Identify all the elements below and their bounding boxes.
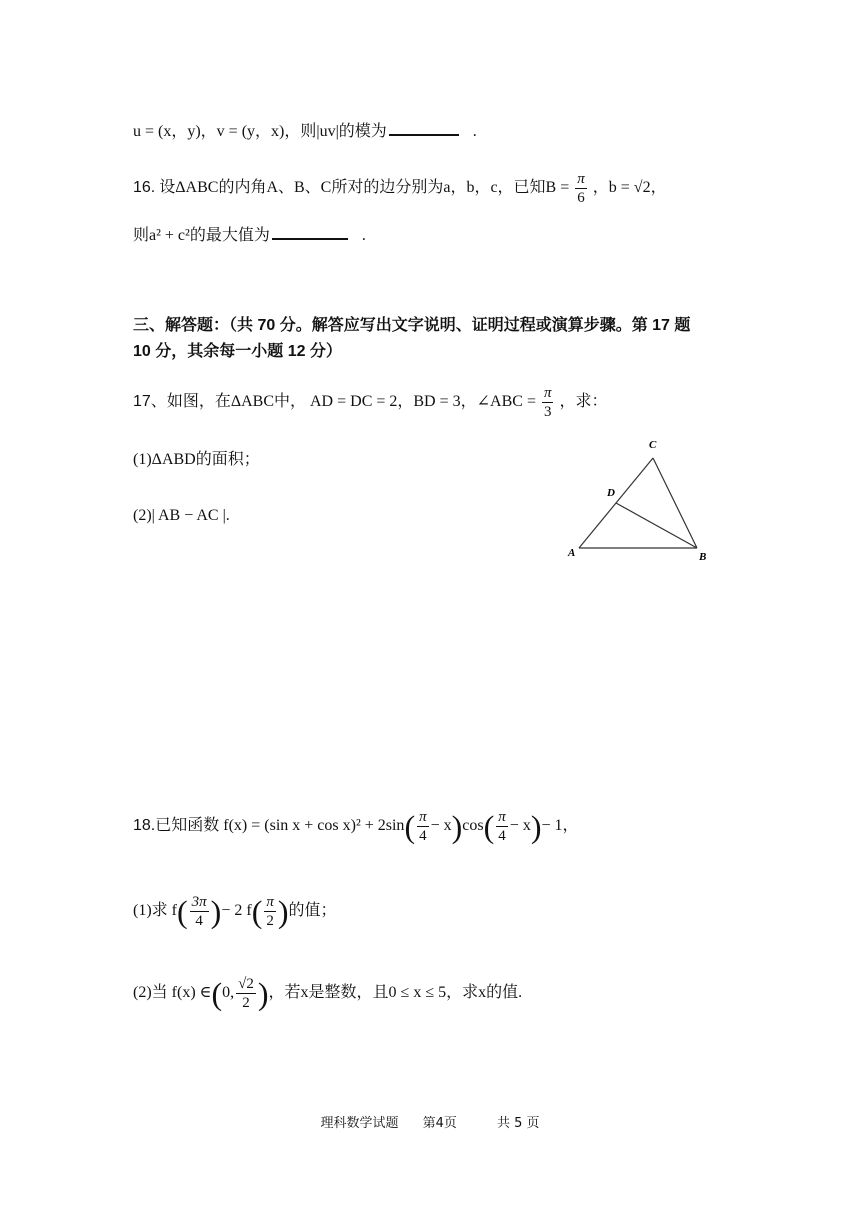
section3-heading-line1: 三、解答题：（共 70 分。解答应写出文字说明、证明过程或演算步骤。第 17 题: [133, 317, 691, 334]
q18-line-1: [133, 808, 579, 845]
q16-line-2: [133, 222, 366, 245]
footer-page: 第4页: [422, 1116, 457, 1131]
q18-part2-b: ，若x是整数，且0 ≤ x ≤ 5，求x的值.: [268, 984, 523, 1002]
page-footer: [0, 1112, 860, 1131]
q16-text-b: ，b = √2，: [592, 179, 667, 197]
q15-tail-text: u = (x，y)，v = (y，x)，则|uv|的模为: [133, 123, 387, 140]
frac-den: 4: [498, 828, 506, 844]
paren-close-5: ): [257, 975, 269, 1012]
label-c: C: [649, 439, 657, 451]
frac-num: π: [498, 809, 506, 825]
frac-num: 3π: [191, 894, 207, 910]
frac-den: 4: [195, 913, 203, 929]
paren-close-3: ): [210, 893, 222, 930]
paren-close-1: ): [451, 808, 463, 845]
label-b: B: [699, 551, 707, 563]
q16-text-a: 设ΔABC的内角A、B、C所对的边分别为a，b，c，已知B =: [159, 179, 570, 197]
q16-fraction-pi-6: [575, 170, 587, 207]
q17-frac-den: 3: [543, 404, 552, 420]
q17-frac-num: π: [543, 385, 552, 401]
q16-line2-suffix: .: [361, 227, 366, 244]
side-bc: [653, 458, 697, 548]
q18-part1-frac-pi-2: [264, 893, 276, 930]
q15-tail-line: [133, 118, 477, 141]
frac-num: π: [266, 894, 274, 910]
q18-part2-a: (2)当 f(x) ∈: [133, 984, 212, 1002]
frac-den: 2: [266, 913, 274, 929]
q18-frac-pi-4-a: [417, 808, 429, 845]
footer-total: 共 5 页: [497, 1116, 540, 1131]
q18-part1-b: − 2 f: [221, 902, 252, 920]
paren-open-5: (: [211, 975, 223, 1012]
q18-part2-interval-left: 0,: [222, 984, 235, 1002]
q16-frac-num: π: [577, 171, 585, 187]
q18-minus-x-a: − x: [430, 817, 452, 835]
q17-text-a: 如图，在ΔABC中， AD = DC = 2，BD = 3，∠ABC =: [166, 393, 536, 411]
q17-part2: (2)| AB − AC |.: [133, 507, 230, 524]
q15-tail-suffix: .: [472, 123, 477, 140]
q17-line-1: [133, 384, 608, 421]
section3-heading-line2: 10 分，其余每一小题 12 分）: [133, 343, 342, 360]
paren-open-1: (: [404, 808, 416, 845]
frac-den: 4: [419, 828, 427, 844]
q18-part2: [133, 975, 522, 1012]
q18-text-end: − 1，: [541, 817, 579, 835]
frac-num: π: [419, 809, 427, 825]
q17-triangle-figure: [563, 434, 723, 564]
paren-open-4: (: [251, 893, 263, 930]
q17-fraction-pi-3: [542, 384, 554, 421]
q18-text-mid: cos: [462, 817, 484, 835]
q18-number: 18.: [133, 817, 156, 835]
paren-open-3: (: [177, 893, 188, 930]
q16-frac-den: 6: [577, 190, 585, 206]
segment-bd: [616, 503, 697, 548]
paren-close-2: ): [530, 808, 542, 845]
label-a: A: [568, 547, 576, 559]
q17-text-b: ，求：: [559, 393, 608, 411]
q18-part1: [133, 893, 337, 930]
q16-answer-blank[interactable]: [272, 224, 348, 240]
q18-minus-x-b: − x: [509, 817, 531, 835]
frac-den: 2: [242, 995, 250, 1011]
q17-part1: (1)ΔABD的面积；: [133, 451, 260, 468]
q18-part2-frac-sqrt2-2: [236, 975, 256, 1012]
q16-number: 16.: [133, 179, 156, 197]
q15-answer-blank[interactable]: [389, 120, 459, 136]
label-d: D: [607, 487, 615, 499]
paren-close-4: ): [277, 893, 289, 930]
q18-part1-c: 的值；: [288, 902, 337, 920]
q16-line-1: [133, 170, 667, 207]
q18-frac-pi-4-b: [496, 808, 508, 845]
frac-num: √2: [238, 976, 254, 992]
q18-part1-frac-3pi-4: [190, 893, 209, 930]
footer-subject: 理科数学试题: [320, 1116, 399, 1131]
q18-part1-a: (1)求 f: [133, 902, 177, 920]
q16-line2-text: 则a² + c²的最大值为: [133, 227, 270, 244]
paren-open-2: (: [483, 808, 495, 845]
q18-text-a: 已知函数 f(x) = (sin x + cos x)² + 2sin: [155, 817, 405, 835]
q17-number: 17、: [133, 393, 167, 411]
